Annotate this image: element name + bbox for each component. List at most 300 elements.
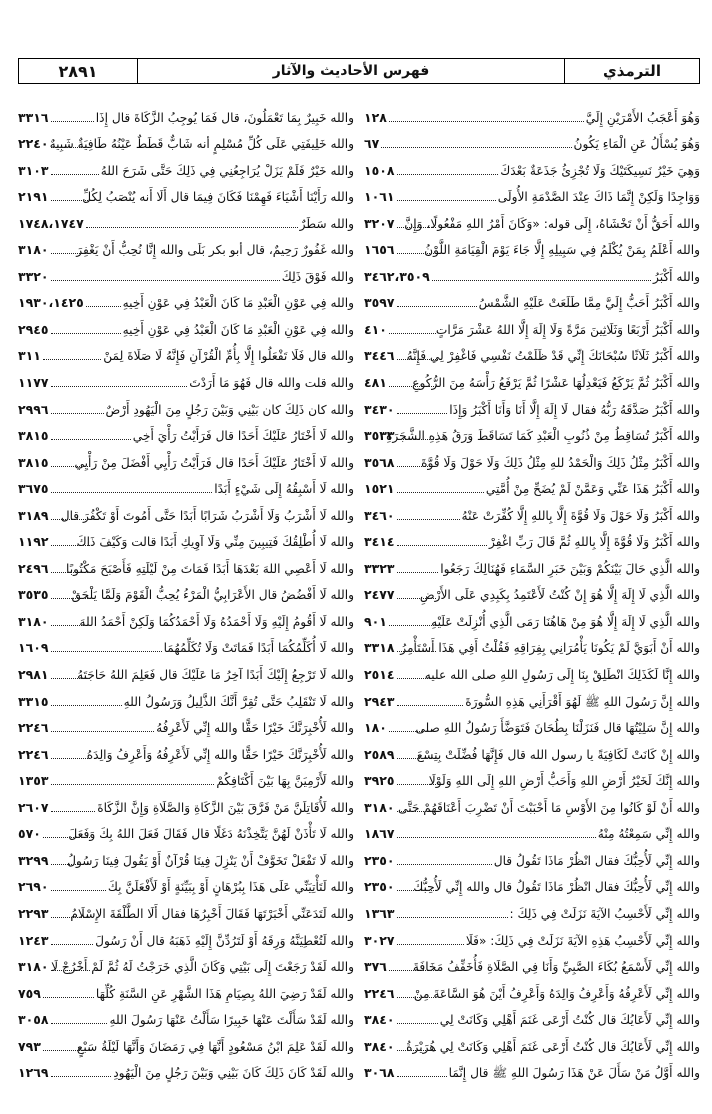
index-entry <box>18 815 354 842</box>
entry-text: والله إِنَّا لَكَذَلِكَ انْطَلِقْ بِنَا إِلَى رَسُولِ اللهِ صلى الله عليه <box>424 668 700 683</box>
hadith-number: ٢٢٩٣ <box>18 905 49 921</box>
leader-dots <box>397 836 596 838</box>
leader-dots <box>432 279 651 281</box>
leader-dots <box>397 916 508 918</box>
entry-text: والله أَكْبَرُ <box>652 269 700 284</box>
entry-text: والله لَا أُطْلِقُكَ فَتِيبِينَ مِنِّي وَلَا آوِيكِ أَبَدًا قالت وَكَيْفَ ذَاكَ <box>76 535 354 550</box>
index-entry <box>18 948 354 975</box>
index-entry <box>18 682 354 709</box>
index-entry <box>364 363 700 390</box>
entry-text: والله إِنِّي لَأَعَايُكَ قال كُنْتُ أَرْعَى غَنَمَ أَهْلِي وَكَانَتْ لِي <box>439 1013 700 1028</box>
entry-text: والله قلت والله قال فَهُوَ مَا أَرَدْتَ <box>189 376 354 391</box>
entry-text: والله لَأُقَاتِلَنَّ مَنْ فَرَّقَ بَيْنَ الزَّكَاةِ وَالصَّلَاةِ وَإِنَّ الزَّكَاةَ <box>97 800 354 815</box>
index-entry <box>364 602 700 629</box>
leader-dots <box>389 120 584 122</box>
hadith-number: ٥٧٠ <box>18 826 41 842</box>
hadith-number: ٣١٨٠ <box>364 799 395 815</box>
hadith-number: ٧٥٩ <box>18 985 41 1001</box>
entry-text: والله أَكْبَرُ هَذَا عَنِّي وَعَمَّنْ لَمْ يُضَحِّ مِنْ أُمَّتِي <box>485 482 700 497</box>
index-entry <box>18 974 354 1001</box>
index-entry <box>364 682 700 709</box>
leader-dots <box>51 518 90 520</box>
hadith-number: ٢٩٨١ <box>18 667 49 683</box>
entry-text: والله لَا أَعْصِي اللهَ بَعْدَهَا أَبَدًا فَمَاتَ مِنْ لَيْلَتِهِ فَأَصْبَحَ مَكْتُوبًا <box>66 561 354 576</box>
leader-dots <box>51 544 90 546</box>
entry-text: والله لَتَأْتِيَنِّي عَلَى هَذَا بِبُرْهَانٍ أَوْ بِبَيِّنَةٍ أَوْ لَأَفْعَلَنَّ بِكَ <box>107 880 354 895</box>
entry-text: والله سَطَرٌ <box>299 216 354 231</box>
hadith-number: ١٧٤٨،١٧٤٧ <box>18 215 84 231</box>
leader-dots <box>389 624 436 626</box>
index-entry <box>18 257 354 284</box>
entry-text: والله لَقَدْ كَانَ ذَلِكَ كَانَ بَيْنِي وَبَيْنَ رَجُلٍ مِنَ الْيَهُودِ <box>113 1066 354 1081</box>
entry-text: والله أَنْ لَوْ كَانُوا مِنَ الأَوْسِ مَا أَحْبَبْتَ أَنْ تَضْرِبَ أَعْنَاقَهُمْ حَتَّى <box>398 800 700 815</box>
index-entry <box>18 284 354 311</box>
hadith-number: ١٦٠٩ <box>18 640 49 656</box>
entry-text: والله خَيْرٌ فَلَمْ يَزَلْ يُرَاجِعُنِي فِي ذَلِكَ حَتَّى شَرَحَ اللهُ <box>100 163 354 178</box>
index-entry <box>18 496 354 523</box>
hadith-number: ٣٣١٨ <box>364 640 395 656</box>
hadith-number: ٣١١ <box>18 348 41 364</box>
entry-text: والله إِنَّكَ لَخَيْرُ أَرْضِ اللهِ وَأَحَبُّ أَرْضِ اللهِ إِلَى اللهِ وَلَوْلَا <box>428 774 700 789</box>
hadith-number: ٣٩٢٥ <box>364 773 395 789</box>
hadith-number: ٣٤٤٦ <box>364 348 395 364</box>
entry-text: والله لَقَدْ عَلِمَ ابْنُ مَسْعُودٍ أَنَّهَا فِي رَمَضَانَ وَأَنَّهَا لَيْلَةُ سَبْعٍ <box>76 1039 354 1054</box>
leader-dots <box>397 571 439 573</box>
index-page <box>18 58 700 1098</box>
leader-dots <box>397 412 448 414</box>
entry-text: والله أَوَّلُ مَنْ سَأَلَ عَنْ هَذَا رَسُولَ اللهِ ﷺ قال إِنَّمَا <box>448 1066 700 1081</box>
index-entry <box>18 523 354 550</box>
index-entry <box>364 815 700 842</box>
hadith-number: ٣٧٦ <box>364 959 387 975</box>
right-column <box>364 98 700 1098</box>
entry-text: والله لَا أَخْتَارُ عَلَيْكَ أَحَدًا قال فَرَأَيْتُ رَأْيِي أَفْضَلَ مِنْ رَأْيِي <box>74 455 354 470</box>
entry-text: والله إِنِّي لَأَعْرِفُهُ وَأَعْرِفُ وَالِدَهُ وَأَعْرِفُ أَيْنَ هُوَ السَّاعَةَ مِنْ <box>413 986 700 1001</box>
index-entry <box>364 921 700 948</box>
hadith-number: ٣١٨٠ <box>18 959 49 975</box>
index-entry <box>364 841 700 868</box>
index-entry <box>18 655 354 682</box>
leader-dots <box>51 704 122 706</box>
entry-text: والله كان ذَلِكَ كان بَيْنِي وَبَيْنَ رَجُلٍ مِنَ الْيَهُودِ أَرْضٌ <box>105 402 354 417</box>
leader-dots <box>397 465 436 467</box>
hadith-number: ٣٣١٥ <box>18 693 49 709</box>
leader-dots <box>397 677 436 679</box>
leader-dots <box>86 305 121 307</box>
entry-text: والله أَكْبَرُ ثُمَّ يَرْكَعُ فَيَعْدِلُهَا عَشْرًا ثُمَّ يَرْفَعُ رَأْسَهُ مِنَ الرُّكُوعِ <box>412 376 700 391</box>
hadith-number: ١٢٤٣ <box>18 932 49 948</box>
index-entry <box>18 98 354 125</box>
hadith-number: ٣١٨٠ <box>18 242 49 258</box>
index-entry <box>364 1001 700 1028</box>
hadith-number: ٣١٠٣ <box>18 162 49 178</box>
leader-dots <box>51 491 213 493</box>
entry-text: وَوَاجِدًا وَلَكِنْ إِنَّمَا ذَاكَ عِنْدَ الصَّدْمَةِ الأُولَى <box>497 190 700 205</box>
entry-text: والله قال فَلَا تَفْعَلُوا إِلَّا بِأُمِّ الْقُرْآنِ فَإِنَّهُ لَا صَلَاةَ لِمَنْ <box>103 349 354 364</box>
index-entry <box>18 868 354 895</box>
index-entry <box>18 363 354 390</box>
entry-text: والله أَكْبَرُ وَلَا قُوَّةَ إِلَّا بِاللهِ ثُمَّ قَالَ رَبِّ اغْفِرْ <box>489 535 700 550</box>
leader-dots <box>51 1022 108 1024</box>
entry-text: والله أَكْبَرُ وَلَا حَوْلَ وَلَا قُوَّةَ إِلَّا بِاللهِ إِلَّا كُفِّرَتْ عَنْهُ <box>461 508 700 523</box>
index-columns <box>18 98 700 1098</box>
index-entry <box>364 1054 700 1081</box>
hadith-number: ٢٢٤٦ <box>364 985 395 1001</box>
hadith-number: ٣٠٦٨ <box>364 1065 395 1081</box>
entry-text: والله أَكْبَرُ صَدَّقَهُ رَبُّهُ فقال لَا إِلَهَ إِلَّا أَنَا وَأَنَا أَكْبَرُ وَإِذَا <box>449 402 700 417</box>
leader-dots <box>397 1049 436 1051</box>
hadith-number: ٣٣١٦ <box>18 109 49 125</box>
leader-dots <box>389 730 436 732</box>
entry-text: والله أَكْبَرُ أَحَبُّ إِلَيَّ مِمَّا طَلَعَتْ عَلَيْهِ الشَّمْسُ <box>478 296 700 311</box>
hadith-number: ٣٤٦٠ <box>364 507 395 523</box>
leader-dots <box>51 650 162 652</box>
hadith-number: ٣٦٧٥ <box>18 481 49 497</box>
leader-dots <box>51 624 90 626</box>
entry-text: والله لَا أَخْتَارُ عَلَيْكَ أَحَدًا قال فَرَأَيْتُ رَأْيَ أَخِي <box>132 429 354 444</box>
entry-text: والله لَأُخْبِرَنَّكَ خَيْرًا حَقًّا والله إِنِّي لَأَعْرِفُهُ وَأَعْرِفُ وَالِدَهُ <box>86 747 354 762</box>
index-entry <box>18 709 354 736</box>
index-entry <box>364 231 700 258</box>
leader-dots <box>51 730 155 732</box>
leader-dots <box>389 969 436 971</box>
entry-text: والله إِنَّ سَلِيْتُهَا قال فَنَزَلْنَا بِطُحَانَ فَتَوَضَّأَ رَسُولُ اللهِ صلى <box>415 721 700 736</box>
hadith-number: ١٣٥٣ <box>18 773 49 789</box>
index-entry <box>18 337 354 364</box>
index-entry <box>364 788 700 815</box>
leader-dots <box>51 783 215 785</box>
index-entry <box>364 762 700 789</box>
hadith-number: ١٨٦٧ <box>364 826 395 842</box>
entry-text: والله أَكْبَرُ مِثْلُ ذَلِكَ وَالْحَمْدُ للهِ مِثْلُ ذَلِكَ وَلَا حَوْلَ وَلَا قُوَّةَ <box>421 455 700 470</box>
hadith-number: ٣٥٩٧ <box>364 295 395 311</box>
leader-dots <box>381 146 571 148</box>
index-entry <box>18 1054 354 1081</box>
index-entry <box>364 549 700 576</box>
entry-text: والله لَا أَسْبِقُهُ إِلَى شَيْءٍ أَبَدًا <box>214 482 354 497</box>
hadith-number: ٣٥٦٨ <box>364 454 395 470</box>
hadith-number: ٣١٨٠ <box>18 613 49 629</box>
index-entry <box>364 496 700 523</box>
index-entry <box>18 1001 354 1028</box>
index-entry <box>18 125 354 152</box>
hadith-number: ١٥٢١ <box>364 481 395 497</box>
index-entry <box>18 151 354 178</box>
entry-text: والله لَا تَفْعَلْ تَخَوَّفْ أَنْ يَنْزِلَ فِينَا قُرْآنٌ أَوْ يَقُولَ فِينَا رَسُولُ <box>67 853 354 868</box>
hadith-number: ٣٨٤٠ <box>364 1012 395 1028</box>
index-entry <box>364 655 700 682</box>
index-entry <box>18 602 354 629</box>
leader-dots <box>43 1049 90 1051</box>
leader-dots <box>51 120 94 122</box>
entry-text: والله لَتَدَعَنِّي أَخْبَرْتَهَا فَقَالَ أَخْبِرُهَا فقال أَلَا الطَّلْقَةَ الإِسْلَامُ <box>70 906 354 921</box>
leader-dots <box>43 358 101 360</box>
leader-dots <box>51 385 188 387</box>
entry-text: والله لَأَرْمِيَنَّ بِهَا بَيْنَ أَكْتَافِكُمْ <box>216 774 354 789</box>
page-number: ٢٨٩١ <box>58 61 98 81</box>
index-entry <box>18 894 354 921</box>
entry-text: والله إِنِّي لَأَعَايُكَ قال كُنْتُ أَرْعَى غَنَمَ أَهْلِي وَكَانَتْ لِي هُرَيْرَةُ <box>406 1039 700 1054</box>
entry-text: والله لَا تَنْقَلِبُ حَتَّى تُقِرَّ أَنَّكَ الذَّلِيلُ وَرَسُولُ اللهِ <box>123 694 354 709</box>
hadith-number: ٣٢٩٩ <box>18 852 49 868</box>
hadith-number: ٢٩٤٣ <box>364 693 395 709</box>
index-entry <box>18 549 354 576</box>
hadith-number: ٣٨٤٠ <box>364 1038 395 1054</box>
hadith-number: ٢٤٧٧ <box>364 587 395 603</box>
leader-dots <box>397 173 499 175</box>
index-entry <box>364 417 700 444</box>
entry-text: والله لَا تَرْجِعُ إِلَيْكَ أَبَدًا آخِرُ مَا عَلَيْكَ قال فَعَلِمَ اللهُ حَاجَتَهُ <box>77 668 354 683</box>
leader-dots <box>51 969 90 971</box>
index-entry <box>18 576 354 603</box>
running-header <box>18 58 700 84</box>
hadith-number: ٢٩٤٥ <box>18 321 49 337</box>
index-entry <box>18 629 354 656</box>
leader-dots <box>397 226 436 228</box>
index-entry <box>18 390 354 417</box>
leader-dots <box>51 279 280 281</box>
hadith-number: ٧٩٣ <box>18 1038 41 1054</box>
index-entry <box>18 841 354 868</box>
index-entry <box>364 204 700 231</box>
leader-dots <box>397 438 436 440</box>
index-entry <box>364 735 700 762</box>
entry-text: والله لَأُخْبِرَنَّكَ خَيْرًا حَقًّا والله إِنِّي لَأَعْرِفُهُ <box>156 721 354 736</box>
entry-text: والله لَقَدْ رَجَعْتَ إِلَى بَيْتِي وَكَانَ الَّذِي خَرَجْتُ لَهُ ثُمَّ لَمْ أَخْرُجْ لَا <box>51 960 354 975</box>
leader-dots <box>397 863 492 865</box>
index-entry <box>364 470 700 497</box>
leader-dots <box>51 916 90 918</box>
leader-dots <box>397 889 436 891</box>
entry-text: والله أَكْبَرُ ثَلَاثًا سُبْحَانَكَ إِنِّي قَدْ ظَلَمْتُ نَفْسِي فَاغْفِرْ لِي فَإِنَّهُ <box>406 349 700 364</box>
hadith-number: ١٩٣٠،١٤٢٥ <box>18 295 84 311</box>
index-entry <box>18 443 354 470</box>
index-entry <box>364 178 700 205</box>
entry-text: والله الَّذِي لَا إِلَهَ إِلَّا هُوَ مِنْ هَاهُنَا رَمَى الَّذِي أُنْزِلَتْ عَلَيْهِ <box>431 614 700 629</box>
hadith-number: ٣١٨٩ <box>18 507 49 523</box>
leader-dots <box>51 412 104 414</box>
index-entry <box>364 390 700 417</box>
entry-text: والله فِي عَوْنِ الْعَبْدِ مَا كَانَ الْعَبْدُ فِي عَوْنِ أَخِيهِ <box>122 296 354 311</box>
hadith-number: ١٢٨ <box>364 109 387 125</box>
hadith-number: ٣٣٢٠ <box>18 268 49 284</box>
leader-dots <box>51 677 90 679</box>
index-entry <box>364 868 700 895</box>
index-entry <box>364 284 700 311</box>
hadith-number: ٢٢٤٠ <box>18 136 49 152</box>
leader-dots <box>51 810 96 812</box>
entry-text: والله أَنْ أَبَوَيَّ لَمْ يَكُونَا يَأْمُرَانِي بِفِرَاقِهِ فَقُلْتُ أَفِي هَذَا أَسْتَأْمِرُ <box>400 641 700 656</box>
leader-dots <box>397 544 487 546</box>
index-entry <box>364 1027 700 1054</box>
leader-dots <box>51 943 94 945</box>
hadith-number: ٣٣٢٣ <box>364 560 395 576</box>
leader-dots <box>51 199 90 201</box>
entry-text: والله فَوْقَ ذَلِكَ <box>281 269 354 284</box>
leader-dots <box>397 704 464 706</box>
leader-dots <box>397 597 436 599</box>
index-entry <box>18 921 354 948</box>
entry-text: والله رَأَيْنَا أَشْيَاءَ فَهِمْنَا فَكَانَ فِيمَا قال أَلَا أَنه يُنْصَبُ لِكُلِّ <box>82 190 354 205</box>
entry-text: والله غَفُورٌ رَحِيمٌ، قال أبو بكر بَلَى والله إِنَّا نُحِبُّ أَنْ يَغْفِرَ <box>76 243 354 258</box>
hadith-number: ٢٣٥٠ <box>364 879 395 895</box>
entry-text: والله لَا أَفْضُضُ قال الأَعْرَابِيُّ الْمَرْءُ يُحِبُّ الْقَوْمَ وَلَمَّا يَلْحَقْ <box>71 588 354 603</box>
leader-dots <box>51 863 90 865</box>
entry-text: والله الَّذِي لَا إِلَهَ إِلَّا هُوَ إِنْ كُنْتُ لَأَعْتَمِدُ بِكَبِدِي عَلَى الأَرْضِ <box>419 588 700 603</box>
leader-dots <box>51 173 99 175</box>
index-entry <box>364 629 700 656</box>
index-entry <box>364 257 700 284</box>
section-title: فهرس الأحاديث والآثار <box>137 59 564 83</box>
leader-dots <box>51 252 90 254</box>
index-entry <box>18 310 354 337</box>
index-entry <box>364 98 700 125</box>
index-entry <box>18 762 354 789</box>
entry-text: والله أَكْبَرُ تُسَاقِطُ مِنْ ذُنُوبِ الْعَبْدِ كَمَا تَسَاقَطَ وَرَقُ هَذِهِ الشَّجَرَةِ <box>385 429 700 444</box>
entry-text: والله لَا تَأْذَنْ لَهُنَّ يَتَّخِذْنَهُ دَغَلًا قال فَقَالَ فَعَلَ اللهُ بِكَ وَفَعَلَ <box>68 827 354 842</box>
entry-text: والله لَقَدْ رَضِيَ اللهُ بِصِيَامِ هَذَا الشَّهْرِ عَنِ السَّنَةِ كُلِّهَا <box>95 986 354 1001</box>
entry-text: والله لَتُعْطِيَنَّهُ وَرِقَهُ أَوْ لَتَرُدِّنَّ إِلَيْهِ ذَهَبَهُ قال أَنْ رَسُولَ <box>95 933 354 948</box>
entry-text: والله لَا أُكَلِّمُكُمَا أَبَدًا فَمَاتَتْ وَلَا تُكَلِّمُهُمَا <box>163 641 354 656</box>
hadith-number: ٩٠١ <box>364 613 387 629</box>
index-entry <box>364 523 700 550</box>
index-entry <box>18 470 354 497</box>
index-entry <box>18 204 354 231</box>
hadith-number: ٢٢٤٦ <box>18 746 49 762</box>
hadith-number: ٣٤٦٢،٣٥٠٩ <box>364 268 430 284</box>
index-entry <box>364 709 700 736</box>
entry-text: والله خَلِيفَتِي عَلَى كُلِّ مُسْلِمٍ أنه شَابٌّ قَطَطٌ عَيْنُهُ طَافِيَةٌ شَبِيهٌ <box>49 137 354 152</box>
hadith-number: ١٨٠ <box>364 720 387 736</box>
index-entry <box>364 125 700 152</box>
entry-text: والله إِنْ كَانَتْ لَكَافِيَةً يا رسول الله قال فَإِنَّهَا فُضِّلَتْ بِتِسْعَ <box>416 747 700 762</box>
entry-text: والله أَكْبَرُ أَرْبَعًا وَثَلَاثِينَ مَرَّةً وَلَا إِلَهَ إِلَّا اللهُ عَشْرَ مَرَّاتٍ <box>435 322 700 337</box>
hadith-number: ١٦٥٦ <box>364 242 395 258</box>
entry-text: والله خَبِيرٌ بِمَا تَعْمَلُونَ، قال فَمَا يُوجِبُ الزَّكَاةَ قال إِذَا <box>95 110 354 125</box>
leader-dots <box>397 757 436 759</box>
hadith-number: ٤١٠ <box>364 321 387 337</box>
entry-text: والله الَّذِي حَالَ بَيْنَكُمْ وَبَيْنَ خَبَرِ السَّمَاءِ فَهُنَالِكَ رَجَعُوا <box>440 561 700 576</box>
leader-dots <box>397 1022 438 1024</box>
entry-text: والله أَحَقُّ أَنْ تَخْشَاهُ، إِلَى قوله: «وَكَانَ أَمْرُ اللهِ مَفْعُولًا، وَإِنَّ <box>404 216 700 231</box>
entry-text: وَهِيَ خَيْرُ نَسِيكَتَيْكَ وَلَا تُجْزِئُ جَذَعَةٌ بَعْدَكَ <box>500 163 700 178</box>
leader-dots <box>51 332 121 334</box>
leader-dots <box>51 438 131 440</box>
hadith-number: ٣٤٣٠ <box>364 401 395 417</box>
entry-text: والله فِي عَوْنِ الْعَبْدِ مَا كَانَ الْعَبْدُ فِي عَوْنِ أَخِيهِ <box>122 322 354 337</box>
hadith-number: ٢٩٩٦ <box>18 401 49 417</box>
hadith-number: ٤٨١ <box>364 375 387 391</box>
leader-dots <box>397 1075 447 1077</box>
hadith-number: ٢٢٤٦ <box>18 720 49 736</box>
index-entry <box>364 894 700 921</box>
hadith-number: ٢٥٨٩ <box>364 746 395 762</box>
leader-dots <box>43 996 94 998</box>
index-entry <box>18 178 354 205</box>
index-entry <box>364 151 700 178</box>
leader-dots <box>397 650 436 652</box>
leader-dots <box>389 332 436 334</box>
index-entry <box>18 417 354 444</box>
hadith-number: ٣٨١٥ <box>18 428 49 444</box>
hadith-number: ٦٧ <box>364 136 380 152</box>
hadith-number: ٢٤٩٦ <box>18 560 49 576</box>
leader-dots <box>397 358 436 360</box>
hadith-number: ٢٦٠٧ <box>18 799 49 815</box>
leader-dots <box>397 783 436 785</box>
entry-text: والله إِنَّ رَسُولَ اللهِ ﷺ لَهُوَ أَقْرَأَنِي هَذِهِ السُّورَةَ <box>465 694 700 709</box>
hadith-number: ٣٢٠٧ <box>364 215 395 231</box>
leader-dots <box>397 199 496 201</box>
index-entry <box>18 735 354 762</box>
hadith-number: ٣٨١٥ <box>18 454 49 470</box>
hadith-number: ٣٠٥٨ <box>18 1012 49 1028</box>
hadith-number: ١١٩٢ <box>18 534 49 550</box>
index-entry <box>18 231 354 258</box>
entry-text: والله إِنِّي لَأُحِبُّكَ فقال انْظُرْ مَاذَا تَقُولُ قال والله إِنِّي لَأُحِبُّكَ <box>413 880 700 895</box>
index-entry <box>364 337 700 364</box>
hadith-number: ٣٥٣٣ <box>364 428 395 444</box>
hadith-number: ٢٦٩٠ <box>18 879 49 895</box>
leader-dots <box>397 810 436 812</box>
hadith-number: ٣٤١٤ <box>364 534 395 550</box>
entry-text: والله إِنِّي لَأُحِبُّكَ فقال انْظُرْ مَاذَا تَقُولُ قال <box>493 853 700 868</box>
entry-text: والله لَا أَشْرَبُ وَلَا أَشْرَبُ شَرَابًا أَبَدًا حَتَّى أَمُوتَ أَوْ تَكْفُرَ قال <box>60 508 354 523</box>
hadith-number: ٢٥١٤ <box>364 667 395 683</box>
index-entry <box>364 948 700 975</box>
index-entry <box>364 576 700 603</box>
leader-dots <box>43 836 90 838</box>
hadith-number: ١٠٦١ <box>364 189 395 205</box>
leader-dots <box>51 757 90 759</box>
leader-dots <box>389 385 436 387</box>
hadith-number: ١٥٠٨ <box>364 162 395 178</box>
leader-dots <box>51 146 90 148</box>
entry-text: والله لَا أَقُومُ إِلَيْهِ وَلَا أَحْمَدُهُ وَلَا أَحْمَدُكُمَا وَلَكِنْ أَحْمَدُ اللهَ <box>79 614 354 629</box>
hadith-number: ٢٣٥٠ <box>364 852 395 868</box>
hadith-number: ١١٧٧ <box>18 375 49 391</box>
leader-dots <box>51 465 90 467</box>
entry-text: والله لَقَدْ سَأَلْتَ عَنْهَا خَبِيرًا سَأَلْتُ عَنْهَا رَسُولَ اللهِ <box>109 1013 354 1028</box>
book-title: الترمذي <box>564 59 699 83</box>
entry-text: والله أَعْلَمُ بِمَنْ يُكْلَمُ فِي سَبِيلِهِ إِلَّا جَاءَ يَوْمَ الْقِيَامَةِ اللَّوْنُ <box>424 243 700 258</box>
index-entry <box>364 974 700 1001</box>
leader-dots <box>51 889 106 891</box>
entry-text: والله إِنِّي لَأَسْمَعُ بُكَاءَ الصَّبِيِّ وَأَنَا فِي الصَّلَاةِ فَأُخَفِّفُ مَخَافَةَ <box>412 960 700 975</box>
leader-dots <box>51 1075 112 1077</box>
leader-dots <box>397 491 484 493</box>
index-entry <box>364 443 700 470</box>
entry-text: والله إِنِّي لَأَحْسِبُ هَذِهِ الآيَةَ نَزَلَتْ فِي ذَلِكَ: «فَلَا <box>465 933 700 948</box>
hadith-number: ٣٥٣٥ <box>18 587 49 603</box>
hadith-number: ١٢٦٩ <box>18 1065 49 1081</box>
leader-dots <box>397 943 464 945</box>
leader-dots <box>86 226 298 228</box>
entry-text: وَهُوَ أَعْجَبُ الأَمْرَيْنِ إِلَيَّ <box>585 110 700 125</box>
left-column <box>18 98 354 1098</box>
index-entry <box>18 788 354 815</box>
index-entry <box>364 310 700 337</box>
leader-dots <box>51 571 90 573</box>
leader-dots <box>397 252 436 254</box>
entry-text: والله إِنِّي سَمِعْتُهُ مِنْهُ <box>597 827 700 842</box>
hadith-number: ١٣٦٣ <box>364 905 395 921</box>
entry-text: وَهُوَ يُسْأَلُ عَنِ الْمَاءِ يَكُونُ <box>573 137 700 152</box>
leader-dots <box>397 305 477 307</box>
index-entry <box>18 1027 354 1054</box>
leader-dots <box>397 996 436 998</box>
hadith-number: ٣٠٢٧ <box>364 932 395 948</box>
